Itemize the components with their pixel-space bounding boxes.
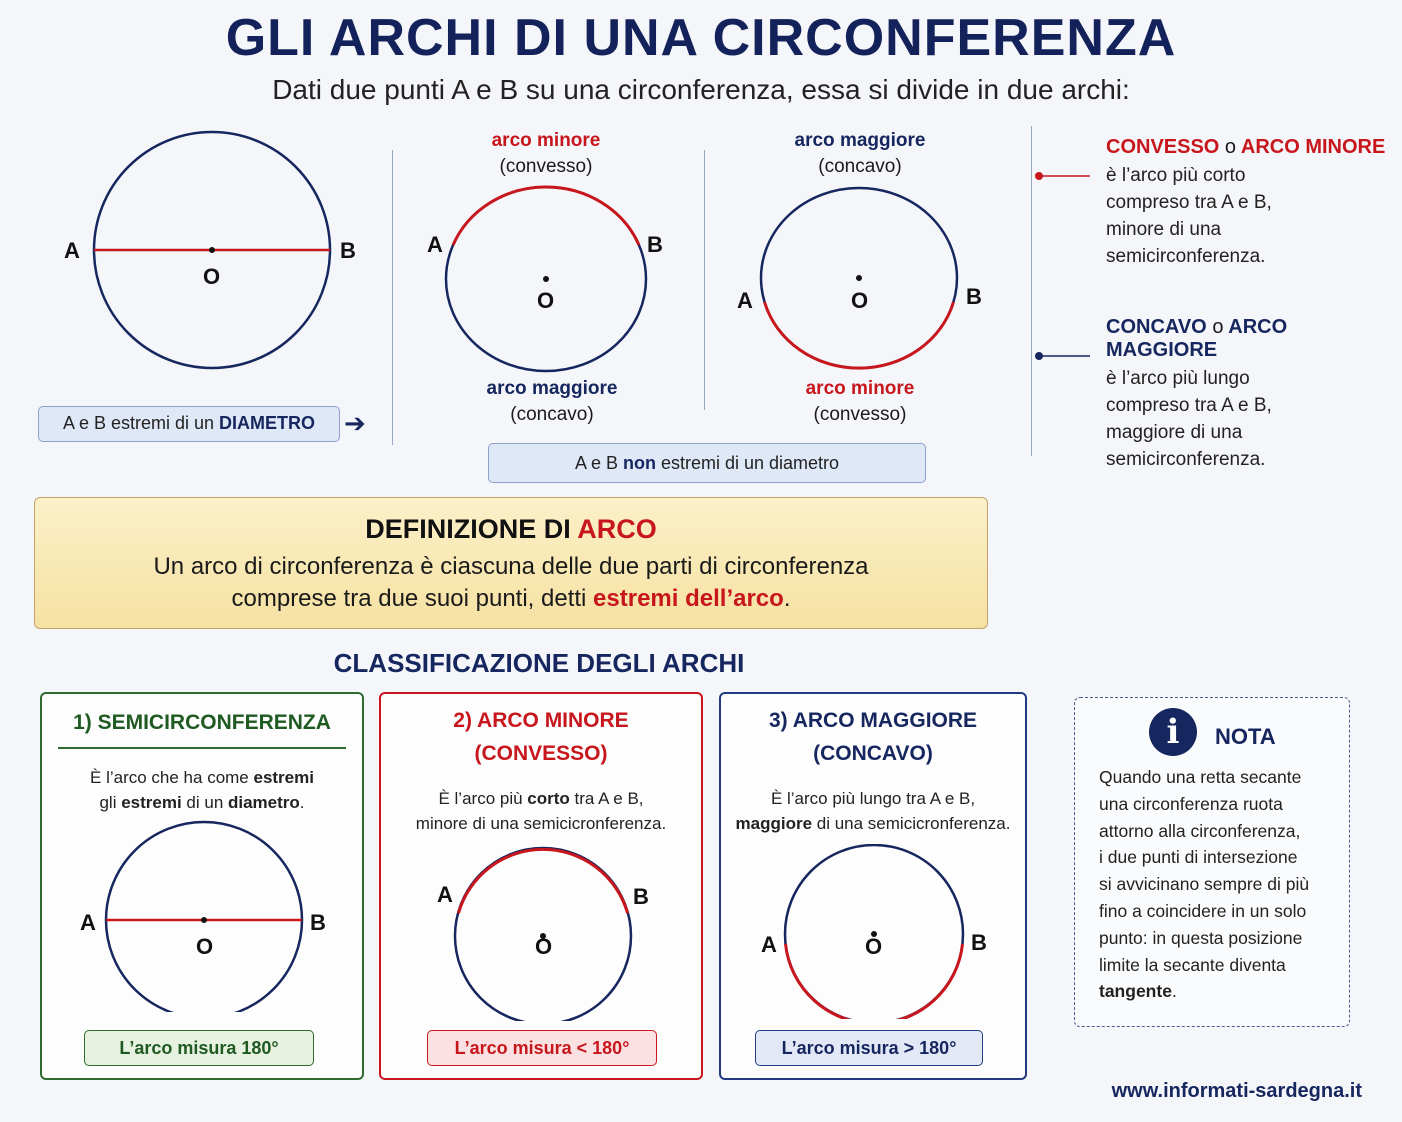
point-a-label: A xyxy=(437,882,453,907)
legend-concavo-word2: ARCO MAGGIORE xyxy=(1106,316,1288,361)
circle3-top-caption xyxy=(760,128,960,180)
circle2-bottom-caption xyxy=(448,376,656,428)
center-point xyxy=(209,247,215,253)
center-point xyxy=(543,276,549,282)
card-text-part: gli xyxy=(99,793,122,812)
point-a-label: A xyxy=(737,288,753,313)
center-o-label: O xyxy=(865,934,883,959)
minor-arc-circle-diagram xyxy=(440,185,660,375)
measure-badge: L’arco misura < 180° xyxy=(427,1030,657,1066)
legend-convesso-title xyxy=(1106,136,1396,159)
non-diameter-pill-post: estremi di un diametro xyxy=(655,453,840,473)
circle2-bottom-type: (concavo) xyxy=(510,404,594,425)
circle2-top-type: (convesso) xyxy=(499,156,593,177)
card-semicirconferenza xyxy=(40,692,364,1080)
legend-convesso-word2: ARCO MINORE xyxy=(1240,136,1386,158)
non-diameter-pill-pre: A e B xyxy=(574,453,623,473)
legend-concavo-line: maggiore di una xyxy=(1106,422,1243,443)
legend-convesso-line: semicirconferenza. xyxy=(1106,246,1266,267)
card-title-underline xyxy=(58,747,346,749)
center-o-label: O xyxy=(537,288,555,313)
divider-line xyxy=(704,150,705,410)
card-text-part: È l’arco più xyxy=(438,789,528,808)
card-text-line xyxy=(42,765,362,790)
nota-line: una circonferenza ruota xyxy=(1099,793,1283,814)
nota-line: si avvicinano sempre di più xyxy=(1099,874,1310,895)
center-o-label: O xyxy=(203,264,221,289)
definition-line2-strong: estremi dell’arco xyxy=(593,585,784,612)
card-text-part: di un xyxy=(181,793,228,812)
legend-concavo-line: è l’arco più lungo xyxy=(1106,368,1250,389)
legend-concavo-title xyxy=(1106,316,1400,362)
point-b-label: B xyxy=(340,238,356,263)
definition-line: Un arco di circonferenza è ciascuna delle due parti di circonferenza xyxy=(153,553,869,580)
card-text-part: È l’arco che ha come xyxy=(90,768,254,787)
point-b-label: B xyxy=(966,284,982,309)
classification-title: CLASSIFICAZIONE DEGLI ARCHI xyxy=(333,648,745,678)
legend-concavo-line: compreso tra A e B, xyxy=(1106,395,1272,416)
card-arco-minore xyxy=(379,692,703,1080)
card-text-part: . xyxy=(299,793,305,812)
legend-convesso-line: minore di una xyxy=(1106,219,1222,240)
non-diameter-pill-strong: non xyxy=(622,453,656,473)
legend-convesso-line: è l’arco più corto xyxy=(1106,165,1246,186)
nota-box xyxy=(1074,697,1350,1027)
card-subtitle: (CONVESSO) xyxy=(474,742,608,765)
card-text-strong: maggiore xyxy=(735,814,813,833)
nota-line: Quando una retta secante xyxy=(1099,767,1302,787)
nota-line: i due punti di intersezione xyxy=(1099,847,1298,868)
circle3-bottom-caption xyxy=(760,376,960,428)
card-text-part: tra A e B, xyxy=(569,789,644,808)
card-title: 3) ARCO MAGGIORE xyxy=(768,709,978,732)
center-o-label: O xyxy=(196,934,214,959)
circle3-top-type: (concavo) xyxy=(818,156,902,177)
page-subtitle: Dati due punti A e B su una circonferenza, essa si divide in due archi: xyxy=(272,74,1130,105)
nota-line: limite la secante diventa xyxy=(1099,954,1286,975)
point-a-label: A xyxy=(761,932,777,957)
definition-title-pre: DEFINIZIONE DI xyxy=(365,514,578,544)
major-arc-diagram xyxy=(779,844,969,1019)
page-title: GLI ARCHI DI UNA CIRCONFERENZA xyxy=(225,9,1177,67)
card-text-line xyxy=(381,786,701,811)
card-text-strong: estremi xyxy=(253,768,314,787)
circle3-bottom-type: (convesso) xyxy=(813,404,907,425)
nota-line: attorno alla circonferenza, xyxy=(1099,820,1301,841)
minor-arc xyxy=(458,849,627,913)
diameter-pill-text: A e B estremi di un xyxy=(62,413,220,433)
legend-concavo-line: semicirconferenza. xyxy=(1106,449,1266,470)
card-text-strong: diametro xyxy=(228,793,300,812)
card-text-line: È l’arco più lungo tra A e B, xyxy=(770,789,976,808)
card-text-part: di una semicicronferenza. xyxy=(812,814,1011,833)
major-arc-circle-diagram xyxy=(755,182,967,372)
info-icon: i xyxy=(1149,708,1197,756)
nota-strong: tangente xyxy=(1099,981,1172,1002)
card-text-line xyxy=(721,811,1025,836)
definition-title xyxy=(35,514,987,545)
non-diameter-pill xyxy=(488,443,926,483)
nota-line-post: . xyxy=(1171,981,1177,1002)
point-b-label: B xyxy=(310,910,326,935)
center-o-label: O xyxy=(851,288,869,313)
point-b-label: B xyxy=(647,232,663,257)
nota-line xyxy=(1099,978,1349,1005)
point-b-label: B xyxy=(633,884,649,909)
point-a-label: A xyxy=(427,232,443,257)
card-title: 1) SEMICIRCONFERENZA xyxy=(73,711,331,734)
card-subtitle: (CONCAVO) xyxy=(813,742,933,765)
legend-concavo-word1: CONCAVO xyxy=(1106,316,1207,338)
point-a-label: A xyxy=(80,910,96,935)
circle2-top-name: arco minore xyxy=(491,130,601,151)
definition-line2-post: . xyxy=(783,585,791,612)
legend-concavo-joiner: o xyxy=(1212,316,1224,338)
diameter-pill xyxy=(38,406,340,442)
legend-convesso-joiner: o xyxy=(1224,136,1237,158)
legend-convesso-word1: CONVESSO xyxy=(1106,136,1220,158)
legend-convesso-line: compreso tra A e B, xyxy=(1106,192,1272,213)
nota-line: punto: in questa posizione xyxy=(1099,927,1303,948)
center-point xyxy=(201,917,207,923)
point-b-label: B xyxy=(971,930,987,955)
card-title: 2) ARCO MINORE xyxy=(453,709,629,732)
footer-url[interactable]: www.informati-sardegna.it xyxy=(1111,1080,1362,1102)
legend-concavo xyxy=(1106,316,1400,473)
right-arrow-icon: ➔ xyxy=(344,408,366,438)
definition-line xyxy=(35,583,987,615)
legend-convesso xyxy=(1106,136,1396,270)
point-a-label: A xyxy=(64,238,80,263)
card-arco-maggiore xyxy=(719,692,1027,1080)
card-text-strong: estremi xyxy=(121,793,182,812)
card-text-strong: corto xyxy=(527,789,570,808)
definition-line2-pre: comprese tra due suoi punti, detti xyxy=(231,585,594,612)
circle2-top-caption xyxy=(448,128,644,180)
measure-badge: L’arco misura 180° xyxy=(84,1030,314,1066)
circle3-bottom-name: arco minore xyxy=(805,378,915,399)
concavo-marker xyxy=(1032,348,1092,364)
nota-text xyxy=(1099,764,1349,1005)
center-point xyxy=(856,275,862,281)
circle2-bottom-name: arco maggiore xyxy=(486,378,618,399)
convesso-marker xyxy=(1032,168,1092,184)
definition-box xyxy=(34,497,988,629)
nota-line: fino a coincidere in un solo xyxy=(1099,900,1307,921)
circle3-top-name: arco maggiore xyxy=(794,130,926,151)
nota-title: NOTA xyxy=(1215,724,1276,749)
minor-arc xyxy=(453,187,639,245)
measure-badge: L’arco misura > 180° xyxy=(755,1030,983,1066)
diameter-pill-strong: DIAMETRO xyxy=(219,413,316,433)
card-text-line: minore di una semicicronferenza. xyxy=(415,814,667,833)
divider-line xyxy=(392,150,393,445)
definition-title-word: ARCO xyxy=(577,514,657,544)
diameter-circle-diagram xyxy=(80,118,360,378)
center-o-label: O xyxy=(535,934,553,959)
semicircle-diagram xyxy=(100,812,310,1012)
